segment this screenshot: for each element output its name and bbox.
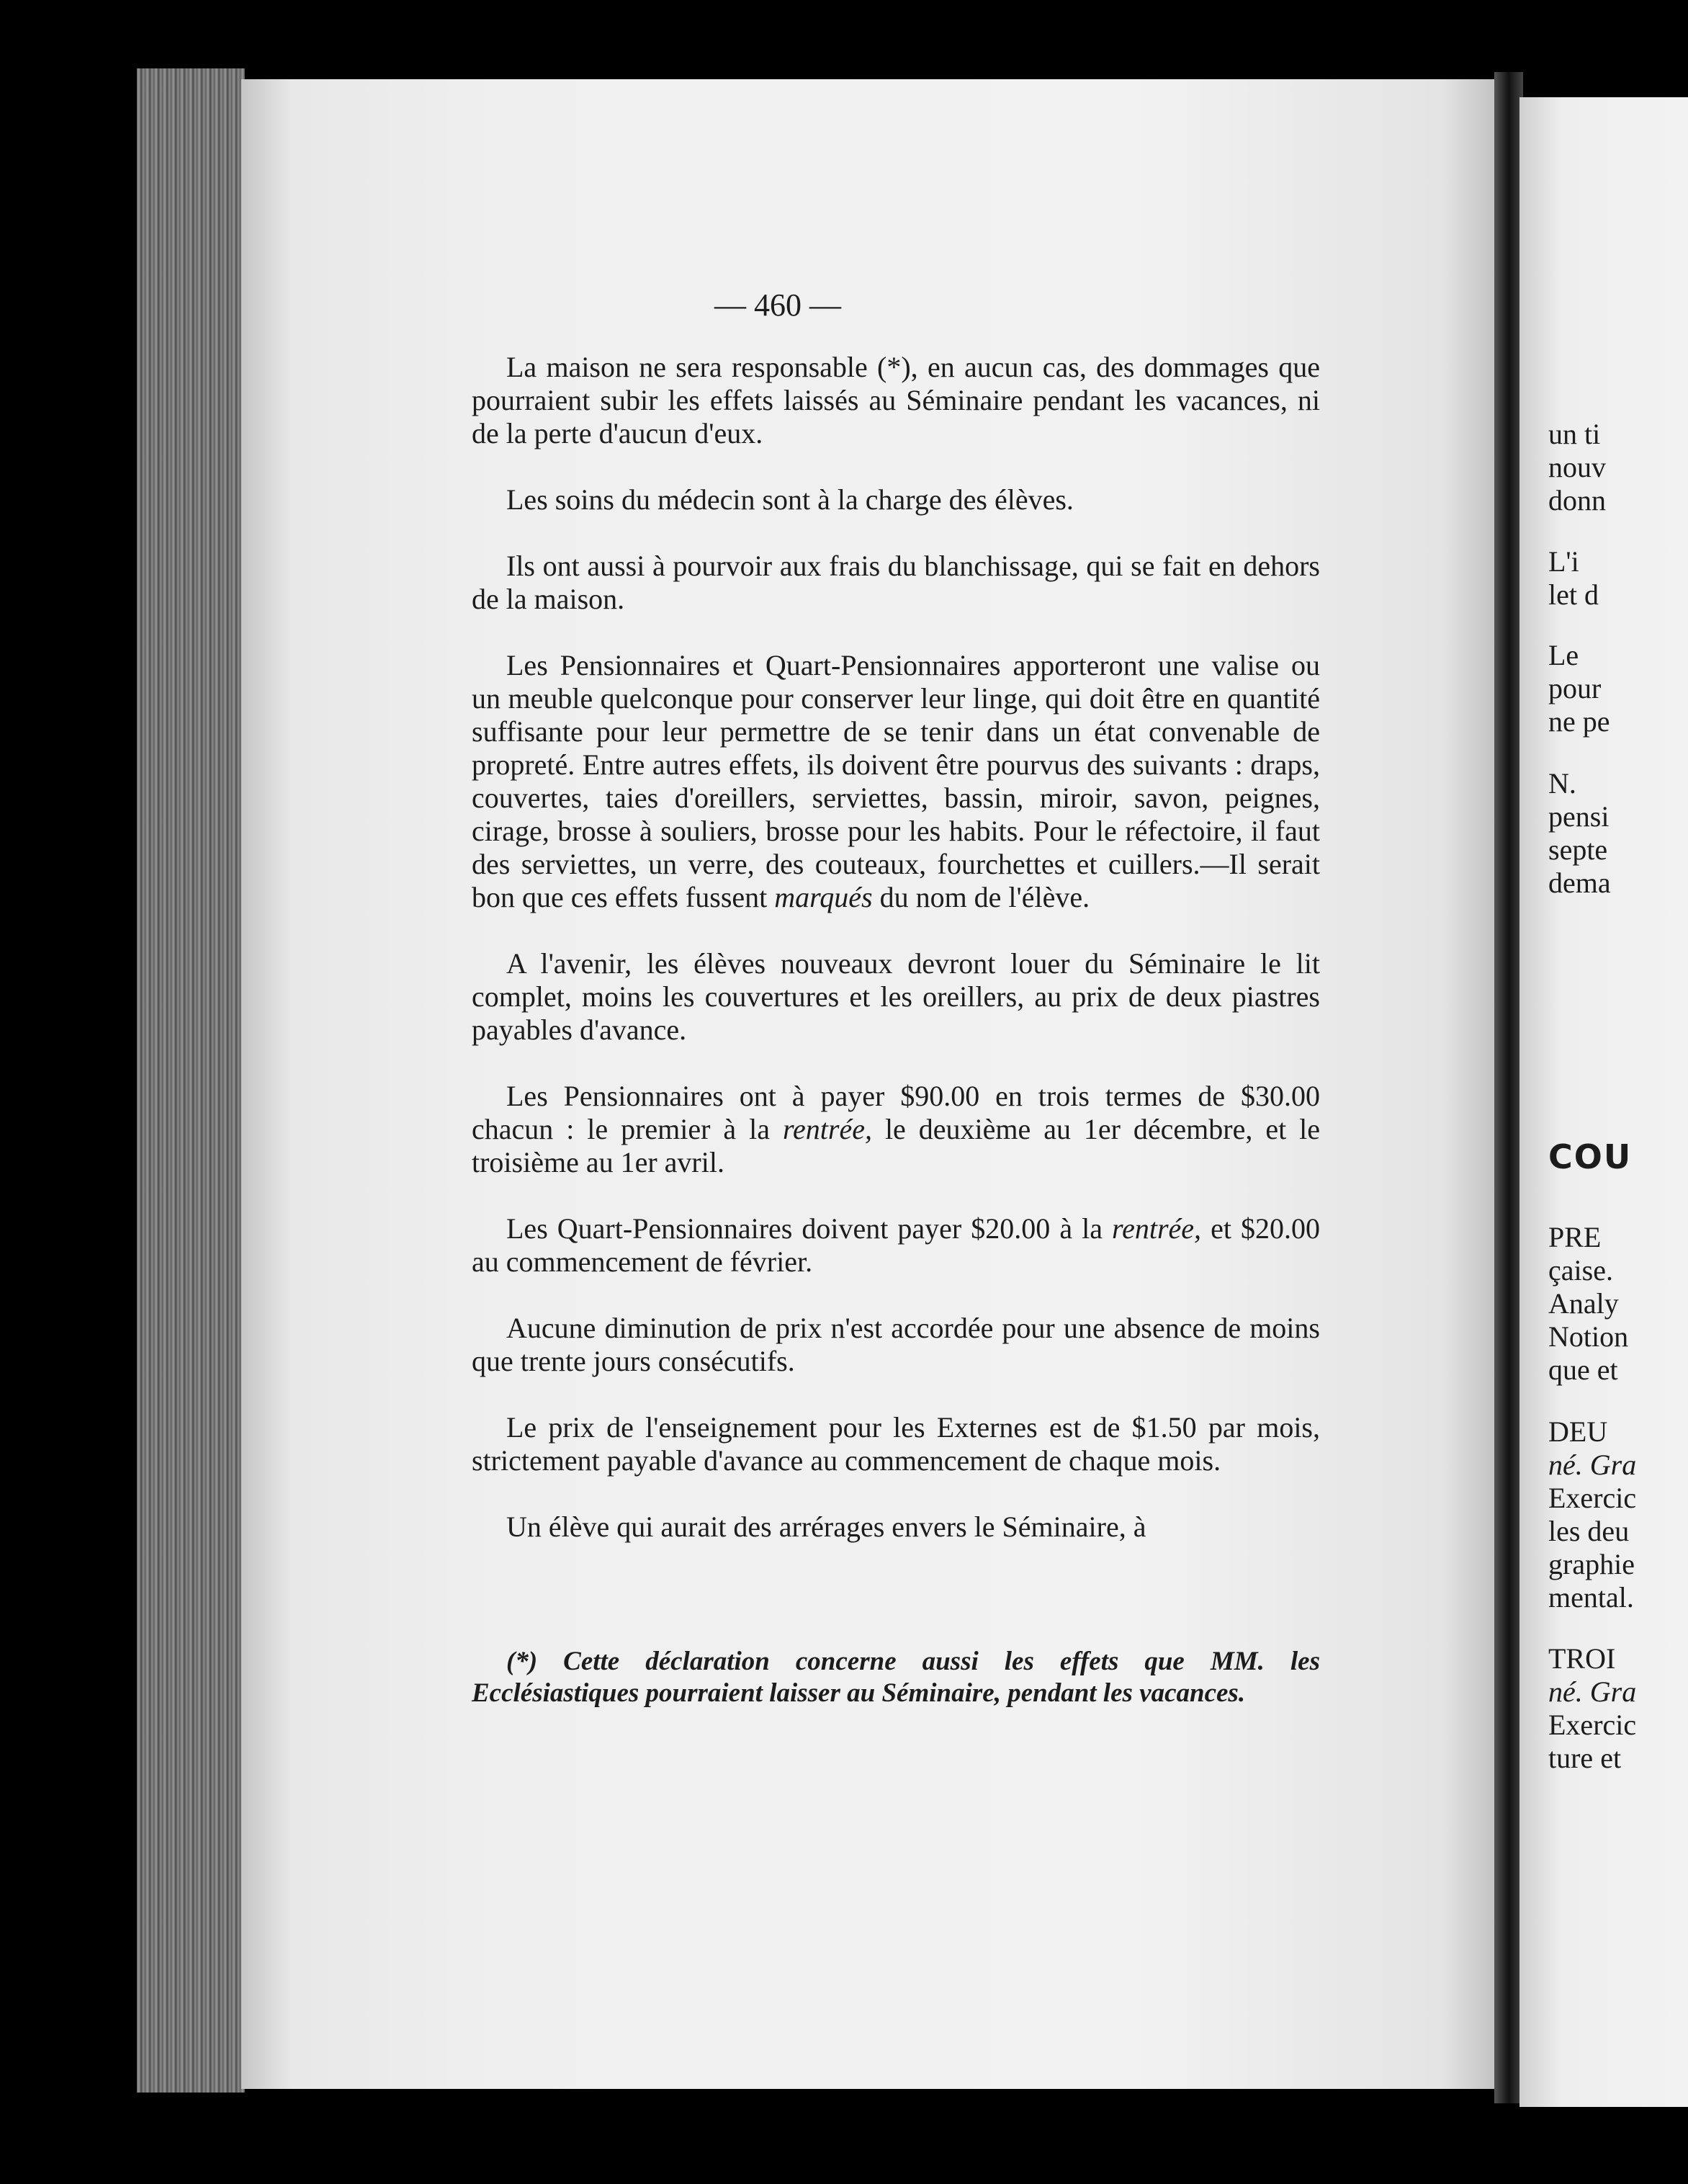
right-line: Le [1548, 639, 1579, 671]
paragraph: Le prix de l'enseignement pour les Externes est de $1.50 par mois, strictement payable d'avance au commencement de chaque mois. [472, 1411, 1320, 1477]
right-line: ture et [1548, 1742, 1622, 1774]
right-line: L'i [1548, 545, 1579, 578]
right-line: septe [1548, 833, 1608, 866]
paragraph: Les soins du médecin sont à la charge des élèves. [506, 483, 1074, 516]
right-line: donn [1548, 484, 1606, 516]
right-line: let d [1548, 578, 1599, 611]
paragraph: Un élève qui aurait des arrérages envers le Séminaire, à [506, 1511, 1146, 1543]
right-line: né. Gra [1548, 1675, 1637, 1708]
page-edges [137, 68, 245, 2093]
page-number: — 460 — [714, 287, 841, 323]
emphasis: rentrée, [782, 1113, 872, 1145]
right-line: Exercic [1548, 1482, 1637, 1514]
right-line: pensi [1548, 800, 1610, 833]
paragraph [472, 1212, 1320, 1279]
emphasis: marqués [774, 881, 873, 913]
right-line: çaise. [1548, 1254, 1613, 1286]
right-line: Exercic [1548, 1709, 1637, 1741]
right-line: Notion [1548, 1320, 1629, 1353]
right-line: ne pe [1548, 705, 1610, 738]
right-line: graphie [1548, 1548, 1635, 1580]
right-line: DEU [1548, 1415, 1608, 1448]
emphasis: rentrée, [1112, 1212, 1202, 1245]
paragraph: Aucune diminution de prix n'est accordée pour une absence de moins que trente jours consécutifs. [472, 1312, 1320, 1377]
right-line: né. Gra [1548, 1449, 1637, 1481]
right-line: un ti [1548, 418, 1601, 450]
right-line: que et [1548, 1353, 1618, 1386]
right-page [1519, 97, 1688, 2107]
right-line: dema [1548, 867, 1611, 899]
paragraph-text: Les Quart-Pensionnaires doivent payer $20.00 à la [506, 1212, 1103, 1245]
right-line: les deu [1548, 1515, 1630, 1547]
right-line: pour [1548, 672, 1602, 704]
right-line: TROI [1548, 1642, 1616, 1675]
paragraph-text: Les Pensionnaires ont à payer $90.00 en trois termes de $30.00 chacun : le premier à la [472, 1080, 1320, 1145]
scan-border [0, 0, 1688, 72]
paragraph [472, 649, 1320, 914]
paragraph-text: et $20.00 au commencement de février. [472, 1212, 1321, 1278]
right-line: nouv [1548, 451, 1606, 483]
right-line: mental. [1548, 1581, 1634, 1614]
paragraph: A l'avenir, les élèves nouveaux devront louer du Séminaire le lit complet, moins les couvertures et les oreillers, au prix de deux piastres payables d'avance. [472, 947, 1320, 1046]
paragraph [472, 1080, 1320, 1179]
paragraph: La maison ne sera responsable (*), en aucun cas, des dommages que pourraient subir les effets laissés au Séminaire pendant les vacances, ni de la perte d'aucun d'eux. [472, 351, 1320, 449]
right-heading: COU [1548, 1137, 1633, 1176]
page-body [472, 351, 1320, 1577]
right-line: Analy [1548, 1287, 1619, 1320]
paragraph-text: du nom de l'élève. [879, 881, 1090, 913]
footnote: (*) Cette déclaration concerne aussi les effets que MM. les Ecclésiastiques pourraient laisser au Séminaire, pendant les vacances. [472, 1647, 1320, 1708]
right-line: N. [1548, 767, 1576, 800]
book-gutter [1494, 72, 1523, 2103]
paragraph: Ils ont aussi à pourvoir aux frais du blanchissage, qui se fait en dehors de la maison. [472, 550, 1320, 615]
right-line: PRE [1548, 1221, 1602, 1253]
paragraph-text: le deuxième au 1er décembre, et le troisième au 1er avril. [472, 1113, 1321, 1178]
paragraph-text: Les Pensionnaires et Quart-Pensionnaires apporteront une valise ou un meuble quelconque pour conserver leur linge, qui doit être en quantité suffisante pour leur permettre de se tenir dans un état convenable de propreté. Entre autres effets, ils doivent être pourvus des suivants : draps, couvertes, taies d'oreillers, serviettes, bassin, miroir, savon, peignes, cirage, brosse à souliers, brosse pour les habits. Pour le réfectoire, il faut des serviettes, un verre, des couteaux, fourchettes et cuillers.—Il serait bon que ces effets fussent [472, 649, 1320, 913]
